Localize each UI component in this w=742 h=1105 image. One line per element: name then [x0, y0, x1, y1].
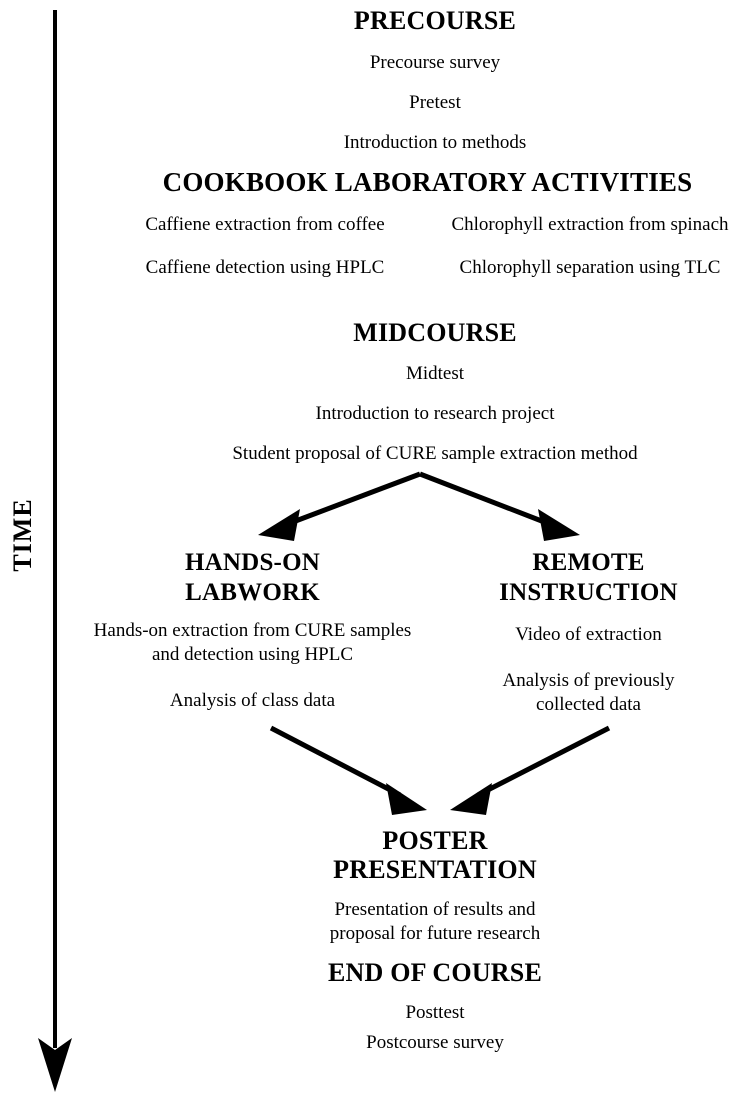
section-poster-presentation	[235, 826, 635, 946]
section-midcourse	[135, 318, 735, 465]
remote-item-0: Video of extraction	[515, 624, 662, 645]
end-of-course-item-0: Posttest	[405, 1002, 465, 1024]
precourse-heading: PRECOURSE	[353, 6, 517, 35]
cookbook-right-item-1: Chlorophyll separation using TLC	[459, 256, 721, 278]
midcourse-heading: MIDCOURSE	[353, 318, 517, 347]
end-of-course-heading: END OF COURSE	[328, 958, 542, 987]
branch-arrow-to-hands-on-icon	[258, 474, 420, 541]
hands-on-heading-line-2: LABWORK	[185, 578, 320, 606]
section-cookbook	[115, 167, 740, 280]
section-hands-on-labwork	[60, 548, 445, 712]
merge-arrow-from-remote-icon	[450, 728, 609, 815]
section-remote-instruction	[435, 548, 742, 716]
poster-heading-line-1: POSTER	[382, 826, 488, 855]
hands-on-heading-line-1: HANDS-ON	[185, 549, 320, 576]
remote-item-1-line-1: Analysis of previously	[502, 669, 675, 691]
branch-arrow-to-remote-icon	[420, 474, 580, 541]
poster-heading-line-2: PRESENTATION	[333, 855, 537, 885]
remote-heading-line-1: REMOTE	[532, 549, 645, 576]
remote-heading-line-2: INSTRUCTION	[499, 578, 678, 606]
cookbook-row-1	[115, 256, 740, 280]
hands-on-item-0-line-2: and detection using HPLC	[151, 643, 354, 665]
midcourse-item-0: Midtest	[405, 363, 465, 385]
precourse-item-0: Precourse survey	[369, 52, 501, 74]
hands-on-item-1: Analysis of class data	[169, 689, 336, 711]
poster-item-line-2: proposal for future research	[329, 922, 541, 944]
time-axis-label: TIME	[8, 498, 37, 572]
precourse-item-2: Introduction to methods	[343, 131, 527, 153]
section-precourse	[135, 6, 735, 154]
midcourse-item-2: Student proposal of CURE sample extraction method	[232, 442, 638, 464]
midcourse-item-1: Introduction to research project	[315, 402, 555, 424]
hands-on-item-0-line-1: Hands-on extraction from CURE samples	[93, 620, 412, 641]
end-of-course-item-1: Postcourse survey	[366, 1031, 504, 1053]
cookbook-left-item-1: Caffiene detection using HPLC	[145, 256, 385, 278]
remote-item-1-line-2: collected data	[536, 693, 641, 715]
section-end-of-course	[235, 958, 635, 1055]
precourse-item-1: Pretest	[409, 91, 461, 113]
merge-arrow-from-hands-on-icon	[271, 728, 427, 815]
poster-item-line-1: Presentation of results and	[334, 899, 536, 921]
cookbook-left-item-0: Caffiene extraction from coffee	[145, 214, 385, 236]
cookbook-row-0	[115, 213, 740, 237]
cookbook-right-item-0: Chlorophyll extraction from spinach	[451, 214, 729, 236]
cookbook-heading: COOKBOOK LABORATORY ACTIVITIES	[162, 167, 693, 197]
